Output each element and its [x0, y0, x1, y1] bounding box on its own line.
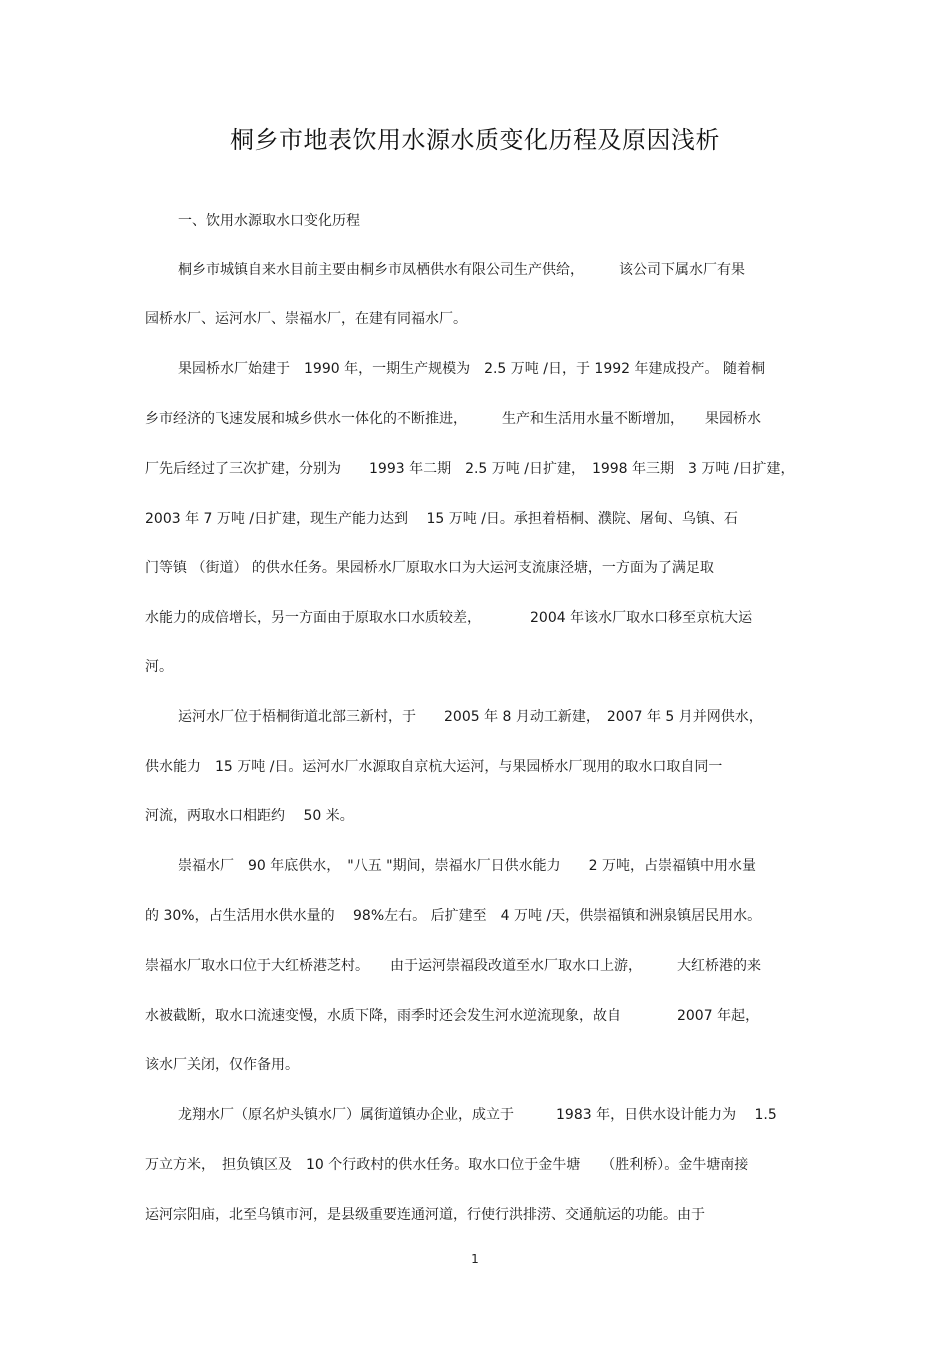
paragraph-line: 厂先后经过了三次扩建，分别为 1993 年二期 2.5 万吨 /日扩建， 1998 年三期 3 万吨 /日扩建， [145, 461, 795, 477]
paragraph-line: 龙翔水厂（原名炉头镇水厂）属街道镇办企业，成立于 1983 年，日供水设计能力为 1.5 [178, 1107, 777, 1123]
document-title: 桐乡市地表饮用水源水质变化历程及原因浅析 [230, 126, 720, 154]
paragraph-line: 崇福水厂取水口位于大红桥港芝村。 由于运河崇福段改道至水厂取水口上游， 大红桥港的来 [145, 958, 761, 974]
paragraph-line: 运河水厂位于梧桐街道北部三新村，于 2005 年 8 月动工新建， 2007 年 5 月并网供水， [178, 709, 763, 725]
paragraph-line: 水被截断，取水口流速变慢，水质下降，雨季时还会发生河水逆流现象，故自 2007 年起， [145, 1008, 760, 1024]
paragraph-line: 2003 年 7 万吨 /日扩建，现生产能力达到 15 万吨 /日。承担着梧桐、濮院、屠甸、乌镇、石 [145, 511, 738, 527]
paragraph-line: 该水厂关闭，仅作备用。 [145, 1057, 299, 1073]
page-number: 1 [471, 1252, 479, 1266]
paragraph-line: 桐乡市城镇自来水目前主要由桐乡市凤栖供水有限公司生产供给， 该公司下属水厂有果 [178, 262, 745, 278]
section-heading: 一、饮用水源取水口变化历程 [178, 213, 360, 229]
paragraph-line: 万立方米， 担负镇区及 10 个行政村的供水任务。取水口位于金牛塘 （胜利桥）。金牛塘南接 [145, 1157, 749, 1173]
paragraph-line: 河。 [145, 659, 173, 675]
paragraph-line: 的 30%，占生活用水供水量的 98%左右。 后扩建至 4 万吨 /天，供崇福镇和洲泉镇居民用水。 [145, 908, 762, 924]
paragraph-line: 运河宗阳庙，北至乌镇市河，是县级重要连通河道，行使行洪排涝、交通航运的功能。由于 [145, 1207, 705, 1223]
paragraph-line: 供水能力 15 万吨 /日。运河水厂水源取自京杭大运河，与果园桥水厂现用的取水口取自同一 [145, 759, 723, 775]
paragraph-line: 河流，两取水口相距约 50 米。 [145, 808, 354, 824]
paragraph-line: 门等镇 （街道） 的供水任务。果园桥水厂原取水口为大运河支流康泾塘，一方面为了满足取 [145, 560, 714, 576]
paragraph-line: 崇福水厂 90 年底供水， "八五 "期间，崇福水厂日供水能力 2 万吨，占崇福镇中用水量 [178, 858, 756, 874]
paragraph-line: 园桥水厂、运河水厂、崇福水厂，在建有同福水厂。 [145, 311, 467, 327]
paragraph-line: 果园桥水厂始建于 1990 年，一期生产规模为 2.5 万吨 /日，于 1992 年建成投产。 随着桐 [178, 361, 765, 377]
paragraph-line: 乡市经济的飞速发展和城乡供水一体化的不断推进， 生产和生活用水量不断增加， 果园桥水 [145, 411, 761, 427]
paragraph-line: 水能力的成倍增长，另一方面由于原取水口水质较差， 2004 年该水厂取水口移至京杭大运 [145, 610, 753, 626]
